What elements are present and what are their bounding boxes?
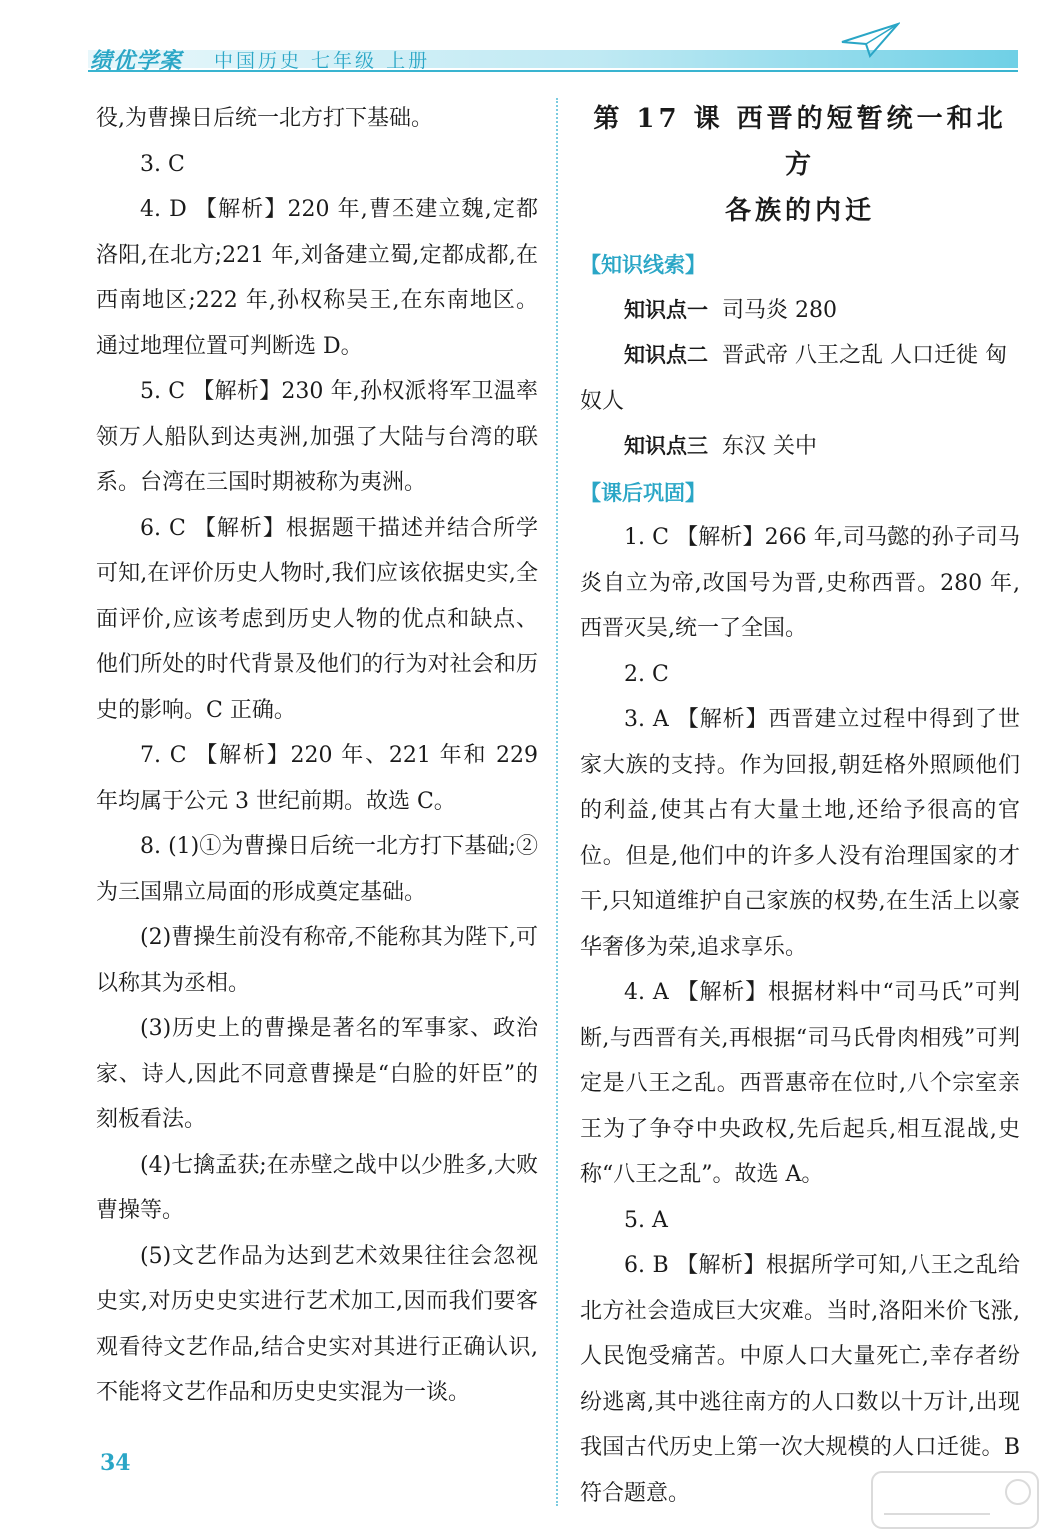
lesson-title-line2: 各族的内迁 (724, 196, 875, 226)
lesson-title (580, 96, 1020, 234)
page-number: 34 (100, 1450, 131, 1476)
answer-paragraph: (5)文艺作品为达到艺术效果往往会忽视史实,对历史史实进行艺术加工,因而我们要客观看待文艺作品,结合史实对其进行正确认识,不能将文艺作品和历史史实混为一谈。 (96, 1243, 538, 1405)
column-divider (556, 98, 558, 1506)
knowledge-point-name: 知识点三 (624, 434, 708, 458)
answer-paragraph: 6. B 【解析】根据所学可知,八王之乱给北方社会造成巨大灾难。当时,洛阳米价飞涨,人民饱受痛苦。中原人口大量死亡,幸存者纷纷逃离,其中逃往南方的人口数以十万计,出现我国古代历史上第一次大规模的人口迁徙。B 符合题意。 (580, 1253, 1020, 1506)
answer-paragraph: 4. D 【解析】220 年,曹丕建立魏,定都洛阳,在北方;221 年,刘备建立蜀,定都成都,在西南地区;222 年,孙权称吴王,在东南地区。通过地理位置可判断选 D。 (96, 197, 538, 359)
paper-plane-icon (840, 20, 900, 60)
answer-paragraph: 7. C 【解析】220 年、221 年和 229 年均属于公元 3 世纪前期。故选 C。 (96, 743, 538, 814)
book-subject: 中国历史 七年级 上册 (214, 50, 431, 72)
answer-paragraph: 3. A 【解析】西晋建立过程中得到了世家大族的支持。作为回报,朝廷格外照顾他们的利益,使其占有大量土地,还给予很高的官位。但是,他们中的许多人没有治理国家的才干,只知道维护自己家族的权势,在生活上以豪华奢侈为荣,追求享乐。 (580, 707, 1020, 960)
knowledge-point-items: 司马炎 280 (722, 297, 837, 323)
section-knowledge-label: 【知识线索】 (580, 252, 706, 277)
knowledge-point-name: 知识点一 (624, 297, 708, 322)
answer-paragraph: (3)历史上的曹操是著名的军事家、政治家、诗人,因此不同意曹操是“白脸的奸臣”的刻板看法。 (96, 1016, 538, 1132)
answer-paragraph: 8. (1)①为曹操日后统一北方打下基础;②为三国鼎立局面的形成奠定基础。 (96, 834, 538, 905)
section-practice-label: 【课后巩固】 (580, 479, 706, 505)
knowledge-point-name: 知识点二 (624, 343, 708, 367)
answer-paragraph: 5. C 【解析】230 年,孙权派将军卫温率领万人船队到达夷洲,加强了大陆与台湾的联系。台湾在三国时期被称为夷洲。 (96, 379, 538, 495)
brand-logo: 绩优学案 (90, 49, 183, 74)
answer-paragraph: (2)曹操生前没有称帝,不能称其为陛下,可以称其为丞相。 (96, 925, 538, 996)
answer-paragraph: 2. C (624, 661, 669, 687)
knowledge-point-items: 晋武帝 八王之乱 人口迁徙 匈奴人 (580, 343, 1007, 414)
answer-paragraph: (4)七擒孟获;在赤壁之战中以少胜多,大败曹操等。 (96, 1152, 538, 1223)
answer-paragraph: 1. C 【解析】266 年,司马懿的孙子司马炎自立为帝,改国号为晋,史称西晋。280 年,西晋灭吴,统一了全国。 (580, 525, 1020, 641)
knowledge-point-items: 东汉 关中 (722, 434, 817, 459)
page-header (0, 0, 1058, 84)
answer-paragraph: 役,为曹操日后统一北方打下基础。 (96, 106, 433, 131)
answer-paragraph: 5. A (624, 1207, 668, 1233)
answer-paragraph: 4. A 【解析】根据材料中“司马氏”可判断,与西晋有关,再根据“司马氏骨肉相残”可判定是八王之乱。西晋惠帝在位时,八个宗室亲王为了争夺中央政权,先后起兵,相互混战,史称“八王之乱”。故选 A。 (580, 980, 1020, 1187)
watermark-logo (870, 1470, 1040, 1530)
knowledge-point (580, 288, 1020, 334)
knowledge-point (580, 333, 1020, 424)
answer-paragraph: 3. C (140, 151, 185, 177)
lesson-title-line1: 第 17 课 西晋的短暂统一和北方 (593, 104, 1007, 180)
left-column (96, 96, 538, 1416)
answer-paragraph: 6. C 【解析】根据题干描述并结合所学可知,在评价历史人物时,我们应该依据史实,全面评价,应该考虑到历史人物的优点和缺点、他们所处的时代背景及他们的行为对社会和历史的影响。C 正确。 (96, 515, 538, 723)
right-column (580, 96, 1020, 1516)
knowledge-point (580, 424, 1020, 470)
